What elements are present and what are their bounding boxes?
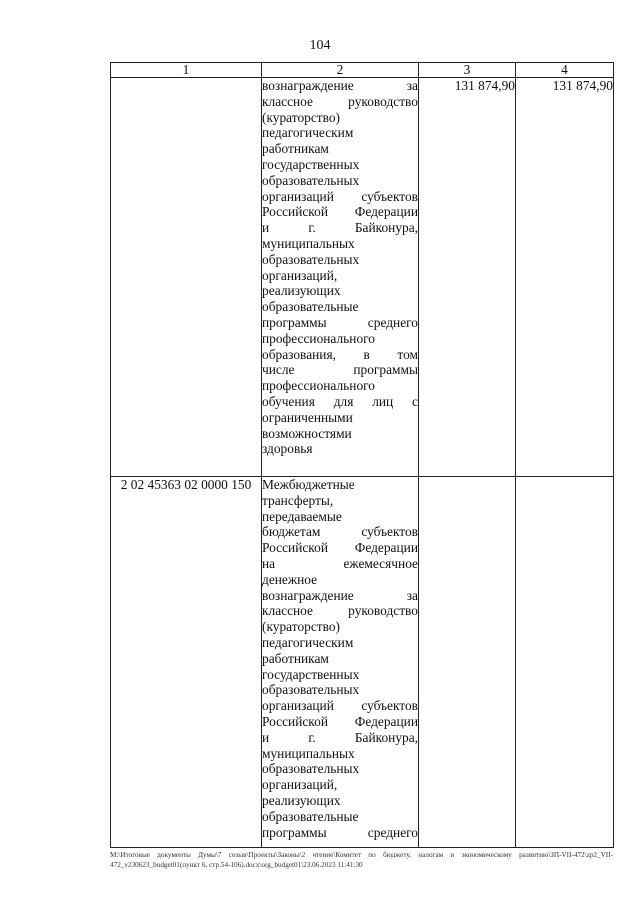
budget-code-cell (111, 78, 262, 477)
description-line: и г. Байконура, (262, 220, 418, 236)
description-line: реализующих (262, 283, 341, 299)
description-line: муниципальных (262, 235, 355, 251)
description-line: Российской Федерации (262, 540, 418, 556)
description-line: образовательных (262, 761, 360, 777)
description-line: Российской Федерации (262, 204, 418, 220)
description-line: вознаграждение за (262, 587, 418, 603)
description-line: Межбюджетные (262, 477, 355, 492)
header-col-2: 2 (262, 63, 419, 78)
description-line: работникам (262, 650, 329, 666)
description-line: образовательные (262, 299, 359, 315)
description-line: муниципальных (262, 745, 355, 761)
description-line: реализующих (262, 792, 341, 808)
description-line: возможностями (262, 425, 352, 441)
description-line: классное руководство (262, 603, 418, 619)
description-line: (кураторство) (262, 109, 341, 125)
description-line: (кураторство) (262, 619, 341, 635)
description-line: здоровья (262, 441, 313, 457)
amount-col4-cell (516, 477, 614, 848)
amount-col4-cell: 131 874,90 (516, 78, 614, 477)
table-row (111, 78, 614, 477)
footer-line-2: 472_v230623_budget01(пункт 6, стр.54-106).docx\org_budget01\23.06.2023 11:41:30 (110, 861, 363, 869)
description-line: образования, в том (262, 346, 418, 362)
description-line: государственных (262, 666, 360, 682)
amount-col3-cell: 131 874,90 (419, 78, 516, 477)
description-line: образовательных (262, 251, 360, 267)
description-line: на ежемесячное (262, 555, 418, 571)
description-line: денежное (262, 571, 318, 587)
description-line: профессионального (262, 378, 375, 394)
description-line: педагогическим (262, 634, 354, 650)
description-cell (262, 477, 419, 848)
page-number: 104 (309, 38, 331, 53)
description-line: и г. Байконура, (262, 729, 418, 745)
budget-table (110, 62, 614, 848)
description-line: Российской Федерации (262, 713, 418, 729)
description-line: классное руководство (262, 93, 418, 109)
description-line: организаций, (262, 777, 338, 793)
description-line: программы среднего (262, 824, 418, 840)
file-path-footer (110, 850, 613, 870)
description-line: обучения для лиц с (262, 393, 418, 409)
description-line: бюджетам субъектов (262, 524, 418, 540)
description-line: ограниченными (262, 409, 353, 425)
description-line: образовательные (262, 808, 359, 824)
budget-code-cell: 2 02 45363 02 0000 150 (111, 477, 262, 848)
description-line: работникам (262, 141, 329, 157)
description-line: организаций, (262, 267, 338, 283)
description-line: педагогическим (262, 125, 354, 141)
header-col-1: 1 (111, 63, 262, 78)
table-header-row (111, 63, 614, 78)
description-line: трансферты, (262, 492, 334, 508)
description-line: передаваемые (262, 508, 342, 524)
description-line: организаций субъектов (262, 698, 418, 714)
header-col-3: 3 (419, 63, 516, 78)
header-col-4: 4 (516, 63, 614, 78)
description-line: программы среднего (262, 314, 418, 330)
description-cell (262, 78, 419, 477)
description-line: числе программы (262, 362, 418, 378)
description-line: образовательных (262, 682, 360, 698)
table-row (111, 477, 614, 848)
amount-col3-cell (419, 477, 516, 848)
description-line: организаций субъектов (262, 188, 418, 204)
description-line: образовательных (262, 172, 360, 188)
description-line: вознаграждение за (262, 78, 418, 93)
description-line: профессионального (262, 330, 375, 346)
footer-line-1: M:\Итоговые документы Думы\7 созыв\Проекты\Законы\2 чтение\Комитет по бюджету, налогам и экономическому развитию\ЗП-VII-472\zp2_VII- (110, 851, 613, 859)
description-line: государственных (262, 156, 360, 172)
